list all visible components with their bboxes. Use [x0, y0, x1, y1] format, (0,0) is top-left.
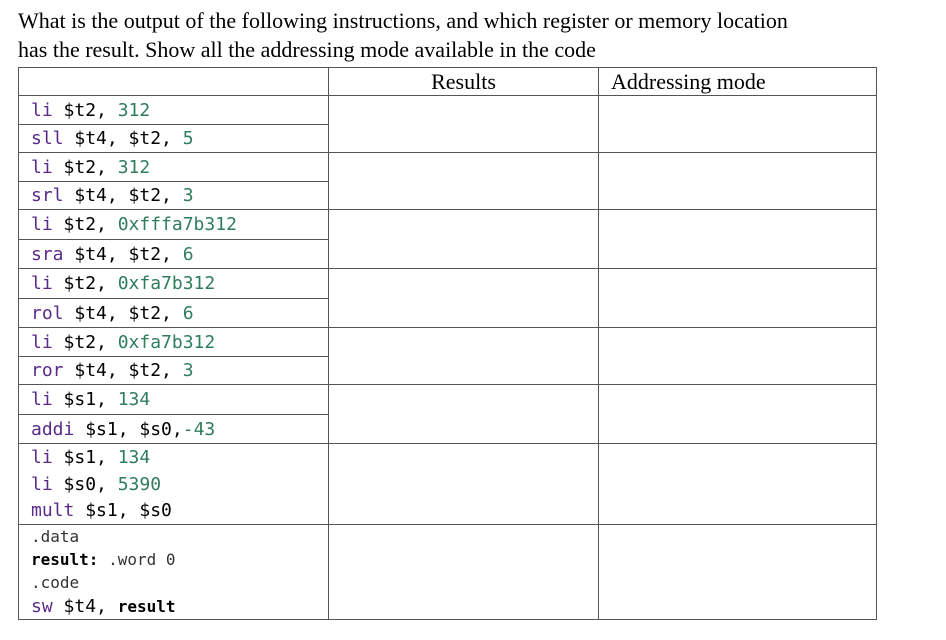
header-row: [19, 68, 877, 96]
code-line: li $s0, 5390: [31, 474, 162, 495]
results-cell[interactable]: [329, 385, 599, 444]
table-row: [19, 210, 877, 269]
addressing-mode-cell[interactable]: [599, 210, 877, 269]
question-text: [18, 6, 918, 64]
table-row: [19, 269, 877, 328]
code-cell: [19, 153, 329, 210]
addressing-mode-cell[interactable]: [599, 269, 877, 328]
table-row: [19, 328, 877, 385]
results-cell[interactable]: [329, 525, 599, 620]
code-cell: [19, 385, 329, 444]
results-cell[interactable]: [329, 444, 599, 525]
results-cell[interactable]: [329, 153, 599, 210]
addressing-mode-cell[interactable]: [599, 525, 877, 620]
code-line: .data: [31, 527, 80, 546]
table-row: [19, 525, 877, 620]
code-line: sll $t4, $t2, 5: [31, 128, 194, 149]
code-cell: [19, 525, 329, 620]
header-code: [19, 68, 329, 96]
code-cell: [19, 269, 329, 328]
question-line-1: What is the output of the following instructions, and which register or memory location: [18, 8, 788, 33]
code-line: li $t2, 312: [19, 153, 328, 182]
code-line: sra $t4, $t2, 6: [31, 243, 194, 265]
code-cell: [19, 210, 329, 269]
code-line: mult $s1, $s0: [31, 500, 172, 521]
addressing-mode-cell[interactable]: [599, 444, 877, 525]
results-cell[interactable]: [329, 210, 599, 269]
code-line: li $t2, 0xfa7b312: [19, 269, 328, 299]
code-line: li $s1, 134: [31, 447, 151, 468]
code-line: li $t2, 312: [19, 96, 328, 125]
code-line: result: .word 0: [31, 550, 176, 569]
code-line: srl $t4, $t2, 3: [31, 185, 194, 206]
table-row: [19, 444, 877, 525]
code-cell: [19, 96, 329, 153]
code-line: li $s1, 134: [19, 385, 328, 415]
addressing-mode-cell[interactable]: [599, 385, 877, 444]
table-row: [19, 385, 877, 444]
addressing-mode-cell[interactable]: [599, 328, 877, 385]
code-cell: [19, 328, 329, 385]
code-cell: [19, 444, 329, 525]
code-line: li $t2, 0xfffa7b312: [19, 210, 328, 240]
code-line: li $t2, 0xfa7b312: [19, 328, 328, 357]
code-line: sw $t4, result: [31, 595, 176, 617]
code-line: .code: [31, 573, 80, 592]
code-line: rol $t4, $t2, 6: [31, 302, 194, 324]
code-line: ror $t4, $t2, 3: [31, 360, 194, 381]
header-results: Results: [329, 68, 599, 96]
results-cell[interactable]: [329, 328, 599, 385]
answer-table: [18, 67, 877, 620]
results-cell[interactable]: [329, 269, 599, 328]
results-cell[interactable]: [329, 96, 599, 153]
table-row: [19, 153, 877, 210]
addressing-mode-cell[interactable]: [599, 96, 877, 153]
header-addressing-mode: Addressing mode: [599, 68, 877, 96]
addressing-mode-cell[interactable]: [599, 153, 877, 210]
code-line: addi $s1, $s0, -43: [31, 418, 216, 440]
question-line-2: has the result. Show all the addressing mode available in the code: [18, 37, 596, 62]
table-row: [19, 96, 877, 153]
